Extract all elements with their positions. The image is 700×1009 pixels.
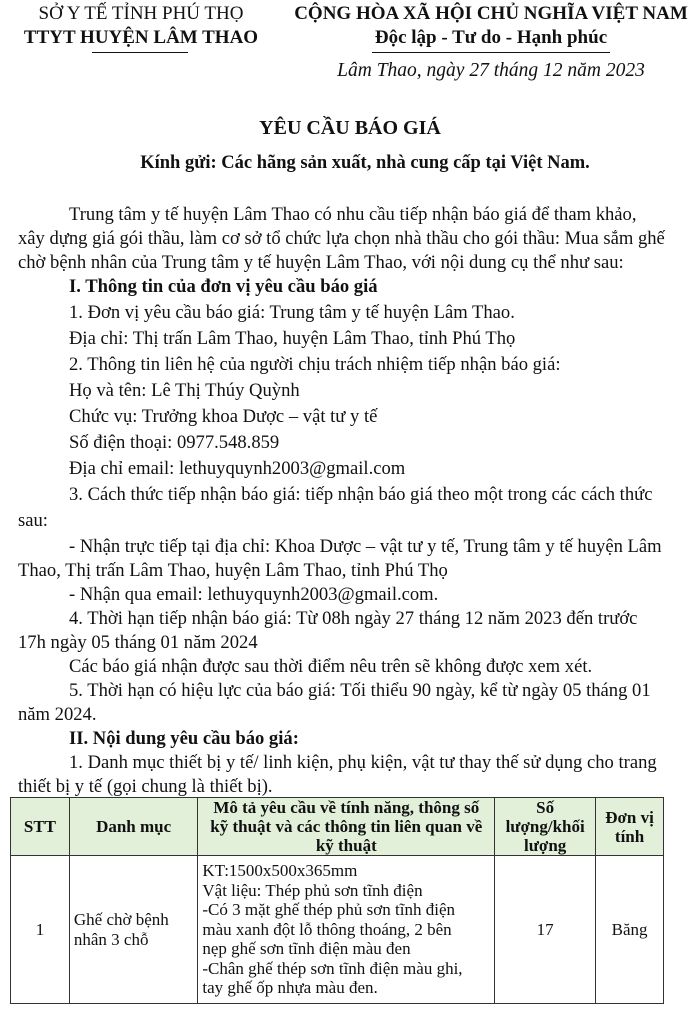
table-row [11, 856, 664, 1004]
receipt-direct: - Nhận trực tiếp tại địa chỉ: Khoa Dược – vật tư y tế, Trung tâm y tế huyện Lâm [69, 536, 662, 557]
header-description-line: kỹ thuật và các thông tin liên quan về [210, 817, 483, 836]
header-quantity-line: lượng/khối [505, 817, 585, 836]
recipient-line: Kính gửi: Các hãng sản xuất, nhà cung cấp tại Việt Nam. [140, 153, 590, 173]
unit-address: Địa chỉ: Thị trấn Lâm Thao, huyện Lâm Thao, tỉnh Phú Thọ [69, 328, 516, 349]
header-quantity-line: lượng [524, 836, 567, 855]
receipt-method-cont: sau: [18, 510, 48, 531]
header-description-line: Mô tả yêu cầu về tính năng, thông số [213, 798, 480, 817]
receipt-email: - Nhận qua email: lethuyquynh2003@gmail.com. [69, 584, 439, 605]
cell-stt: 1 [11, 856, 70, 1004]
cell-category-line: nhân 3 chỗ [73, 929, 149, 949]
contact-position: Chức vụ: Trưởng khoa Dược – vật tư y tế [69, 406, 378, 427]
issuer-department: SỞ Y TẾ TỈNH PHÚ THỌ [38, 3, 244, 24]
issuer-name: TTYT HUYỆN LÂM THAO [23, 27, 259, 48]
cell-description-line: -Có 3 mặt ghế thép phủ sơn tĩnh điện [202, 900, 456, 920]
national-motto-block [282, 0, 700, 53]
intro-line: xây dựng giá gói thầu, làm cơ sở tổ chức lựa chọn nhà thầu cho gói thầu: Mua sắm ghế [18, 228, 665, 249]
equipment-table [10, 797, 664, 1004]
requesting-unit: 1. Đơn vị yêu cầu báo giá: Trung tâm y tế huyện Lâm Thao. [69, 302, 515, 323]
receipt-deadline: 4. Thời hạn tiếp nhận báo giá: Từ 08h ngày 27 tháng 12 năm 2023 đến trước [69, 608, 638, 629]
receipt-deadline-cont: 17h ngày 05 tháng 01 năm 2024 [18, 632, 258, 653]
intro-line: Trung tâm y tế huyện Lâm Thao có nhu cầu tiếp nhận báo giá để tham khảo, [69, 204, 637, 225]
receipt-method: 3. Cách thức tiếp nhận báo giá: tiếp nhận báo giá theo một trong các cách thức [69, 484, 653, 505]
document-date: Lâm Thao, ngày 27 tháng 12 năm 2023 [337, 60, 645, 81]
header-description [198, 798, 495, 856]
contact-info-heading: 2. Thông tin liên hệ của người chịu trách nhiệm tiếp nhận báo giá: [69, 354, 561, 375]
motto-underline [372, 52, 610, 53]
table-header-row [11, 798, 664, 856]
section2-heading: II. Nội dung yêu cầu báo giá: [69, 728, 299, 749]
header-unit [596, 798, 664, 856]
header-description-line: kỹ thuật [315, 836, 377, 855]
intro-line: chờ bệnh nhân của Trung tâm y tế huyện Lâm Thao, với nội dung cụ thể như sau: [18, 252, 624, 273]
cell-quantity: 17 [495, 856, 596, 1004]
header-category [69, 798, 198, 856]
header-category-text: Danh mục [96, 817, 172, 836]
issuer-block [0, 0, 282, 53]
national-motto: Độc lập - Tư do - Hạnh phúc [374, 27, 608, 48]
header-quantity-line: Số [536, 798, 555, 817]
receipt-direct-cont: Thao, Thị trấn Lâm Thao, huyện Lâm Thao, tỉnh Phú Thọ [18, 560, 448, 581]
equipment-list-intro-cont: thiết bị y tế (gọi chung là thiết bị). [18, 776, 273, 797]
header-unit-line: tính [614, 826, 645, 846]
validity-period: 5. Thời hạn có hiệu lực của báo giá: Tối thiểu 90 ngày, kể từ ngày 05 tháng 01 [69, 680, 651, 701]
cell-unit: Băng [596, 856, 664, 1004]
contact-name: Họ và tên: Lê Thị Thúy Quỳnh [69, 380, 300, 401]
contact-phone: Số điện thoại: 0977.548.859 [69, 432, 280, 453]
document-title: YÊU CẦU BÁO GIÁ [259, 117, 441, 139]
cell-description-line: -Chân ghế thép sơn tĩnh điện màu ghi, [202, 958, 463, 978]
late-note: Các báo giá nhận được sau thời điểm nêu trên sẽ không được xem xét. [69, 656, 593, 677]
cell-description-line: nẹp ghế sơn tĩnh điện màu đen [202, 939, 411, 959]
cell-description-line: màu xanh đột lỗ thông thoáng, 2 bên [202, 919, 452, 939]
equipment-list-intro: 1. Danh mục thiết bị y tế/ linh kiện, phụ kiện, vật tư thay thế sử dụng cho trang [69, 752, 657, 773]
section1-heading: I. Thông tin của đơn vị yêu cầu báo giá [69, 276, 378, 297]
national-title: CỘNG HÒA XÃ HỘI CHỦ NGHĨA VIỆT NAM [294, 3, 688, 24]
cell-description [198, 856, 495, 1004]
cell-category-line: Ghế chờ bệnh [73, 910, 169, 929]
cell-description-line: tay ghế ốp nhựa màu đen. [202, 978, 378, 998]
contact-email: Địa chỉ email: lethuyquynh2003@gmail.com [69, 458, 406, 479]
cell-category [69, 856, 198, 1004]
header-unit-line: Đơn vị [605, 807, 654, 827]
header-stt: STT [11, 798, 70, 856]
cell-description-line: KT:1500x500x365mm [202, 861, 358, 881]
validity-period-cont: năm 2024. [18, 704, 97, 725]
cell-description-line: Vật liệu: Thép phủ sơn tĩnh điện [202, 880, 423, 900]
header-quantity [495, 798, 596, 856]
issuer-underline [92, 52, 188, 53]
